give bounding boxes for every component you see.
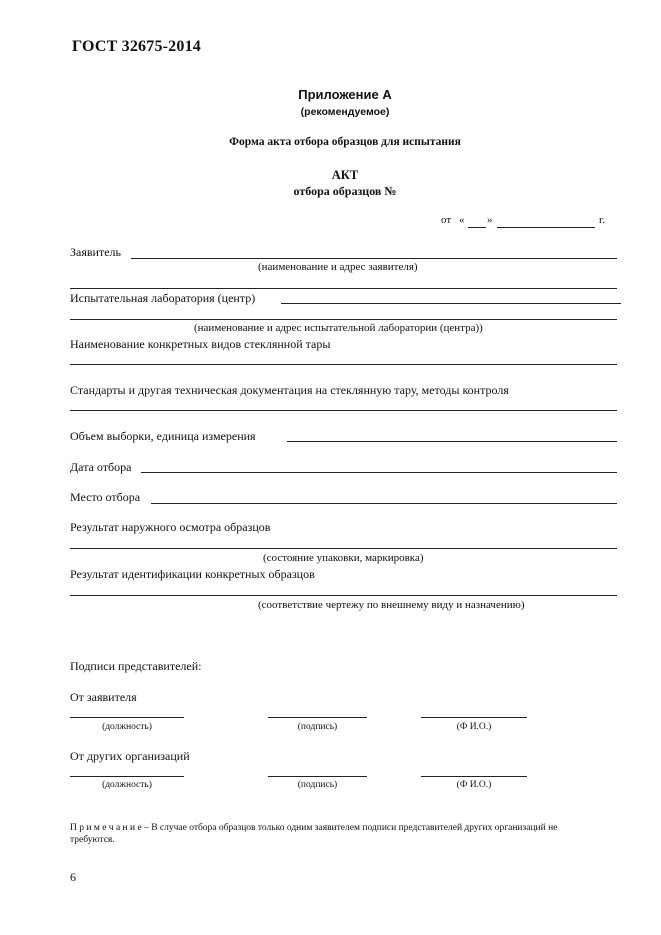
standards-label: Стандарты и другая техническая документация на стеклянную тару, методы контроля	[70, 383, 509, 397]
sample-size-line[interactable]	[287, 441, 617, 442]
visual-inspection-line[interactable]	[70, 548, 617, 549]
date-quote-open: «	[459, 214, 465, 226]
standard-number: ГОСТ 32675-2014	[72, 38, 201, 55]
act-title: АКТ	[331, 168, 359, 182]
others-signature-hint: (подпись)	[297, 780, 338, 790]
applicant-signature-line[interactable]	[268, 717, 367, 718]
act-subtitle: отбора образцов №	[293, 184, 397, 198]
container-types-label: Наименование конкретных видов стеклянной тары	[70, 337, 331, 351]
standards-line[interactable]	[70, 410, 617, 411]
lab-line-2[interactable]	[70, 319, 617, 320]
note-text: – В случае отбора образцов только одним заявителем подписи представителей других организаций не требуются.	[70, 823, 558, 845]
lab-hint: (наименование и адрес испытательной лаборатории (центра))	[194, 322, 483, 334]
container-types-line[interactable]	[70, 364, 617, 365]
sample-size-label: Объем выборки, единица измерения	[70, 429, 256, 443]
applicant-position-hint: (должность)	[102, 722, 152, 732]
applicant-position-line[interactable]	[70, 717, 184, 718]
identification-label: Результат идентификации конкретных образцов	[70, 567, 315, 581]
sampling-date-line[interactable]	[141, 472, 617, 473]
applicant-line-2[interactable]	[70, 288, 617, 289]
applicant-line[interactable]	[131, 258, 617, 259]
page-number: 6	[70, 870, 76, 884]
date-year-label: г.	[599, 214, 606, 226]
date-day-line[interactable]	[468, 227, 486, 228]
identification-hint: (соответствие чертежу по внешнему виду и назначению)	[258, 599, 525, 611]
from-others-label: От других организаций	[70, 749, 190, 763]
others-name-line[interactable]	[421, 776, 527, 777]
appendix-subtitle: (рекомендуемое)	[300, 106, 390, 118]
form-title: Форма акта отбора образцов для испытания	[229, 136, 461, 148]
date-quote-close: »	[487, 214, 493, 226]
signatures-heading: Подписи представителей:	[70, 659, 202, 673]
appendix-title: Приложение А	[298, 87, 392, 102]
date-from-label: от	[441, 214, 452, 226]
others-name-hint: (Ф И.О.)	[456, 780, 492, 790]
applicant-name-hint: (Ф И.О.)	[456, 722, 492, 732]
applicant-label: Заявитель	[70, 245, 121, 259]
others-position-hint: (должность)	[102, 780, 152, 790]
sampling-date-label: Дата отбора	[70, 460, 132, 474]
applicant-name-line[interactable]	[421, 717, 527, 718]
others-position-line[interactable]	[70, 776, 184, 777]
sampling-place-label: Место отбора	[70, 490, 141, 504]
note	[70, 822, 580, 846]
note-label: П р и м е ч а н и е	[70, 823, 142, 833]
from-applicant-label: От заявителя	[70, 690, 137, 704]
lab-line[interactable]	[281, 303, 621, 304]
date-month-line[interactable]	[497, 227, 595, 228]
others-signature-line[interactable]	[268, 776, 367, 777]
visual-inspection-label: Результат наружного осмотра образцов	[70, 520, 271, 534]
visual-inspection-hint: (состояние упаковки, маркировка)	[263, 552, 424, 564]
lab-label: Испытательная лаборатория (центр)	[70, 291, 256, 305]
sampling-place-line[interactable]	[151, 503, 617, 504]
identification-line[interactable]	[70, 595, 617, 596]
applicant-signature-hint: (подпись)	[297, 722, 338, 732]
applicant-hint: (наименование и адрес заявителя)	[258, 261, 418, 273]
